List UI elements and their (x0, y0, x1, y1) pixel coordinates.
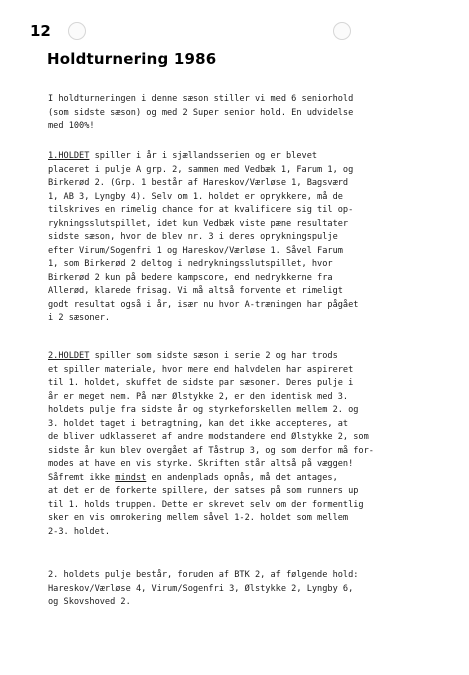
text-fragment: Såfremt ikke (48, 472, 116, 483)
intro-paragraph (48, 93, 458, 134)
text-line: sker en vis omrokering mellem såvel 1-2. holdet som mellem (48, 513, 349, 523)
text-fragment: spiller som sidste sæson i serie 2 og har trods (89, 351, 338, 361)
text-fragment: en andenplads opnås, må det antages, (146, 472, 338, 483)
hold1-heading: 1.HOLDET (48, 151, 90, 161)
text-line (48, 150, 458, 164)
text-fragment: spiller i år i sjællandsserien og er blevet (89, 151, 318, 161)
text-line: holdets pulje fra sidste år og styrkeforskellen mellem 2. og (48, 405, 359, 415)
text-line: til 1. holds truppen. Dette er skrevet selv om der formentlig (48, 499, 364, 510)
text-line: 1, AB 3, Lyngby 4). Selv om 1. holdet er oprykkere, må de (48, 191, 343, 202)
text-line: sidste år kun blev overgået af Tåstrup 3, og som derfor må for- (48, 445, 374, 456)
text-line: efter Virum/Sogenfri 1 og Hareskov/Værløse 1. Såvel Farum (48, 245, 343, 256)
hold2-paragraph (48, 350, 458, 539)
text-line: 3. holdet taget i betragtning, kan det ikke accepteres, at (48, 418, 349, 429)
text-line: Allerød, klarede frisag. Vi må altså forvente et rimeligt (48, 286, 343, 296)
underlined-word: mindst (115, 472, 147, 483)
binder-hole-left (68, 22, 86, 40)
text-line: Birkerød 2. (Grp. 1 består af Hareskov/Værløse 1, Bagsværd (48, 178, 349, 188)
page-title: Holdturnering 1986 (47, 50, 217, 68)
pulje-paragraph (48, 569, 458, 610)
text-line: 2. holdets pulje består, foruden af BTK 2, af følgende hold: (48, 570, 359, 580)
text-line: placeret i pulje A grp. 2, sammen med Vedbæk 1, Farum 1, og (48, 164, 354, 175)
text-line: til 1. holdet, skuffet de sidste par sæsoner. Deres pulje i (48, 378, 354, 388)
page-number: 12 (30, 22, 51, 40)
text-line: og Skovshoved 2. (48, 597, 131, 607)
text-line: år er meget nem. På nær Ølstykke 2, er den identisk med 3. (48, 391, 349, 402)
binder-hole-right (333, 22, 351, 40)
text-line: godt resultat også i år, især nu hvor A-træningen har pågået (48, 299, 359, 310)
text-line: Hareskov/Værløse 4, Virum/Sogenfri 3, Ølstykke 2, Lyngby 6, (48, 583, 354, 594)
text-line: (som sidste sæson) og med 2 Super senior hold. En udvidelse (48, 107, 354, 118)
text-line: et spiller materiale, hvor mere end halvdelen har aspireret (48, 364, 354, 375)
text-line: at det er de forkerte spillere, der satses på som runners up (48, 486, 359, 496)
text-line: sidste sæson, hvor de blev nr. 3 i deres oprykningspulje (48, 232, 338, 242)
hold2-heading: 2.HOLDET (48, 351, 90, 361)
text-line: i 2 sæsoner. (48, 313, 111, 323)
text-line: de bliver udklasseret af andre modstandere end Ølstykke 2, som (48, 432, 369, 442)
text-line: rykningsslutspillet, idet kun Vedbæk viste pæne resultater (48, 218, 349, 229)
text-line: I holdturneringen i denne sæson stiller vi med 6 seniorhold (48, 94, 354, 104)
text-line: Birkerød 2 kun på bedere kampscore, end nedrykkerne fra (48, 272, 333, 283)
text-line: 1, som Birkerød 2 deltog i nedrykningsslutspillet, hvor (48, 259, 333, 269)
text-line: tilskrives en rimelig chance for at kvalificere sig til op- (48, 205, 354, 215)
text-line: 2-3. holdet. (48, 526, 111, 537)
text-line (48, 350, 458, 364)
text-line: modes at have en vis styrke. Skriften står altså på væggen! (48, 459, 354, 469)
text-line (48, 472, 458, 486)
text-line: med 100%! (48, 121, 95, 131)
hold1-paragraph (48, 150, 458, 326)
